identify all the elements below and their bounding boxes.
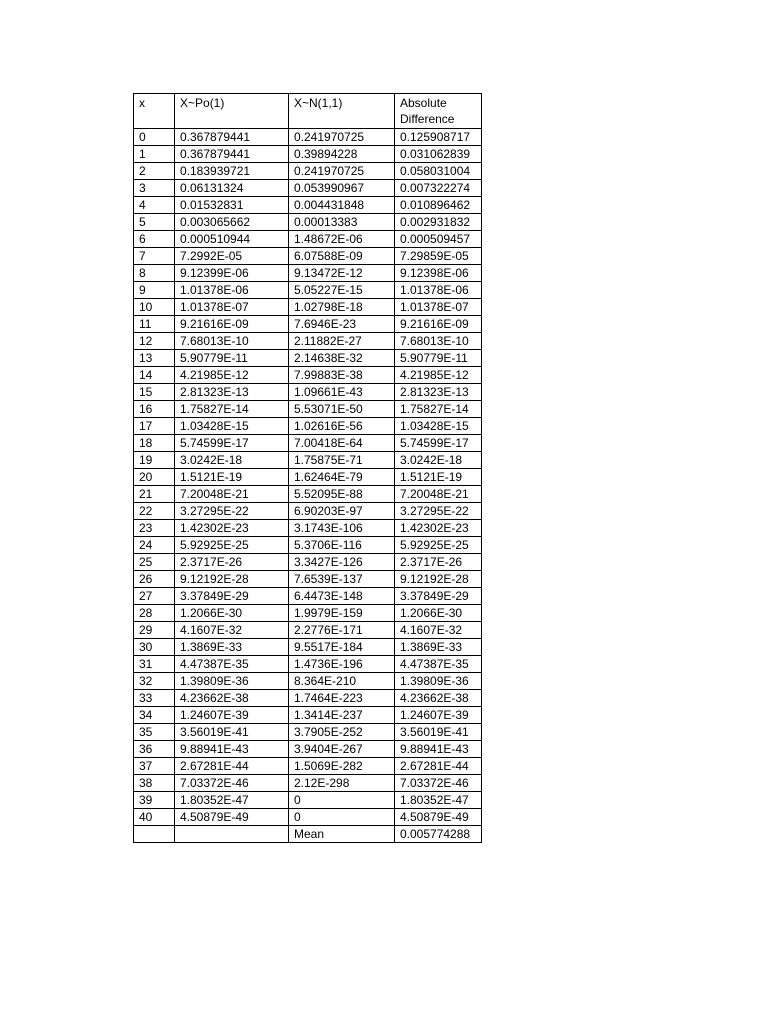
cell-normal: 1.4736E-196 — [289, 656, 395, 673]
cell-poisson: 4.23662E-38 — [175, 690, 289, 707]
cell-poisson: 5.74599E-17 — [175, 435, 289, 452]
table-row — [134, 384, 482, 401]
cell-poisson: 0.367879441 — [175, 129, 289, 146]
cell-x: 4 — [134, 197, 175, 214]
cell-normal: 7.99883E-38 — [289, 367, 395, 384]
footer-row — [134, 826, 482, 843]
cell-poisson: 9.21616E-09 — [175, 316, 289, 333]
cell-absolute-difference: 9.12398E-06 — [395, 265, 482, 282]
cell-x: 8 — [134, 265, 175, 282]
cell-poisson: 1.3869E-33 — [175, 639, 289, 656]
cell-x: 11 — [134, 316, 175, 333]
cell-x: 21 — [134, 486, 175, 503]
table-row — [134, 622, 482, 639]
table-row — [134, 741, 482, 758]
table-row — [134, 231, 482, 248]
cell-x: 12 — [134, 333, 175, 350]
cell-normal: 0 — [289, 792, 395, 809]
cell-absolute-difference: 3.56019E-41 — [395, 724, 482, 741]
cell-normal: 3.3427E-126 — [289, 554, 395, 571]
cell-normal: 3.1743E-106 — [289, 520, 395, 537]
cell-normal: 2.11882E-27 — [289, 333, 395, 350]
cell-normal: 9.13472E-12 — [289, 265, 395, 282]
cell-x: 35 — [134, 724, 175, 741]
mean-value: 0.005774288 — [395, 826, 482, 843]
table-row — [134, 180, 482, 197]
table-row — [134, 214, 482, 231]
cell-absolute-difference: 7.29859E-05 — [395, 248, 482, 265]
cell-poisson: 3.0242E-18 — [175, 452, 289, 469]
table-row — [134, 724, 482, 741]
cell-normal: 3.9404E-267 — [289, 741, 395, 758]
cell-normal: 1.75875E-71 — [289, 452, 395, 469]
cell-x: 37 — [134, 758, 175, 775]
cell-normal: 2.2776E-171 — [289, 622, 395, 639]
header-cell-poisson: X~Po(1) — [175, 94, 289, 129]
cell-absolute-difference: 9.12192E-28 — [395, 571, 482, 588]
cell-absolute-difference: 4.1607E-32 — [395, 622, 482, 639]
cell-poisson: 4.1607E-32 — [175, 622, 289, 639]
cell-x: 5 — [134, 214, 175, 231]
table-row — [134, 146, 482, 163]
table-row — [134, 537, 482, 554]
cell-absolute-difference: 0.007322274 — [395, 180, 482, 197]
cell-poisson: 4.50879E-49 — [175, 809, 289, 826]
cell-poisson: 0.000510944 — [175, 231, 289, 248]
table-row — [134, 554, 482, 571]
header-row — [134, 94, 482, 129]
cell-absolute-difference: 1.2066E-30 — [395, 605, 482, 622]
cell-poisson: 9.12399E-06 — [175, 265, 289, 282]
cell-absolute-difference: 0.002931832 — [395, 214, 482, 231]
cell-absolute-difference: 3.0242E-18 — [395, 452, 482, 469]
table-row — [134, 282, 482, 299]
cell-poisson: 0.06131324 — [175, 180, 289, 197]
header-cell-normal: X~N(1,1) — [289, 94, 395, 129]
cell-x: 31 — [134, 656, 175, 673]
table-row — [134, 197, 482, 214]
cell-absolute-difference: 0.125908717 — [395, 129, 482, 146]
table-row — [134, 792, 482, 809]
cell-normal: 0.241970725 — [289, 163, 395, 180]
cell-absolute-difference: 7.03372E-46 — [395, 775, 482, 792]
cell-absolute-difference: 1.42302E-23 — [395, 520, 482, 537]
cell-x: 19 — [134, 452, 175, 469]
cell-poisson: 1.42302E-23 — [175, 520, 289, 537]
cell-x: 18 — [134, 435, 175, 452]
cell-poisson: 0.183939721 — [175, 163, 289, 180]
cell-absolute-difference: 2.81323E-13 — [395, 384, 482, 401]
cell-absolute-difference: 7.20048E-21 — [395, 486, 482, 503]
table-row — [134, 129, 482, 146]
cell-normal: 1.7464E-223 — [289, 690, 395, 707]
table-row — [134, 503, 482, 520]
table-row — [134, 163, 482, 180]
cell-x: 6 — [134, 231, 175, 248]
table-row — [134, 418, 482, 435]
cell-poisson: 3.37849E-29 — [175, 588, 289, 605]
table-row — [134, 469, 482, 486]
cell-poisson: 0.367879441 — [175, 146, 289, 163]
cell-absolute-difference: 9.88941E-43 — [395, 741, 482, 758]
cell-normal: 0.004431848 — [289, 197, 395, 214]
cell-x: 0 — [134, 129, 175, 146]
cell-poisson: 1.2066E-30 — [175, 605, 289, 622]
data-table — [133, 93, 482, 843]
cell-normal: 1.02798E-18 — [289, 299, 395, 316]
cell-normal: 0.053990967 — [289, 180, 395, 197]
table-row — [134, 707, 482, 724]
cell-absolute-difference: 1.01378E-07 — [395, 299, 482, 316]
cell-x: 2 — [134, 163, 175, 180]
cell-absolute-difference: 0.000509457 — [395, 231, 482, 248]
cell-poisson: 7.2992E-05 — [175, 248, 289, 265]
cell-x: 13 — [134, 350, 175, 367]
cell-poisson: 1.5121E-19 — [175, 469, 289, 486]
cell-poisson: 3.56019E-41 — [175, 724, 289, 741]
cell-poisson: 1.01378E-06 — [175, 282, 289, 299]
mean-label: Mean — [289, 826, 395, 843]
table-row — [134, 350, 482, 367]
cell-absolute-difference: 5.90779E-11 — [395, 350, 482, 367]
cell-absolute-difference: 0.010896462 — [395, 197, 482, 214]
table-row — [134, 265, 482, 282]
footer-empty-cell — [175, 826, 289, 843]
table-row — [134, 452, 482, 469]
cell-normal: 7.00418E-64 — [289, 435, 395, 452]
cell-normal: 5.53071E-50 — [289, 401, 395, 418]
cell-x: 7 — [134, 248, 175, 265]
cell-absolute-difference: 1.24607E-39 — [395, 707, 482, 724]
cell-poisson: 0.01532831 — [175, 197, 289, 214]
cell-absolute-difference: 3.37849E-29 — [395, 588, 482, 605]
cell-normal: 1.9979E-159 — [289, 605, 395, 622]
cell-x: 15 — [134, 384, 175, 401]
cell-poisson: 9.12192E-28 — [175, 571, 289, 588]
cell-normal: 0 — [289, 809, 395, 826]
cell-normal: 7.6539E-137 — [289, 571, 395, 588]
cell-x: 10 — [134, 299, 175, 316]
cell-poisson: 4.47387E-35 — [175, 656, 289, 673]
table-row — [134, 639, 482, 656]
table-row — [134, 758, 482, 775]
cell-poisson: 7.03372E-46 — [175, 775, 289, 792]
table-row — [134, 401, 482, 418]
cell-normal: 0.00013383 — [289, 214, 395, 231]
cell-normal: 2.14638E-32 — [289, 350, 395, 367]
cell-x: 1 — [134, 146, 175, 163]
cell-absolute-difference: 5.92925E-25 — [395, 537, 482, 554]
cell-normal: 0.39894228 — [289, 146, 395, 163]
cell-poisson: 0.003065662 — [175, 214, 289, 231]
cell-absolute-difference: 4.50879E-49 — [395, 809, 482, 826]
cell-x: 27 — [134, 588, 175, 605]
cell-x: 34 — [134, 707, 175, 724]
table-row — [134, 486, 482, 503]
cell-absolute-difference: 5.74599E-17 — [395, 435, 482, 452]
cell-x: 28 — [134, 605, 175, 622]
cell-poisson: 7.20048E-21 — [175, 486, 289, 503]
cell-x: 14 — [134, 367, 175, 384]
cell-normal: 5.05227E-15 — [289, 282, 395, 299]
cell-poisson: 9.88941E-43 — [175, 741, 289, 758]
cell-normal: 6.90203E-97 — [289, 503, 395, 520]
cell-normal: 0.241970725 — [289, 129, 395, 146]
cell-normal: 1.5069E-282 — [289, 758, 395, 775]
cell-normal: 6.4473E-148 — [289, 588, 395, 605]
cell-x: 30 — [134, 639, 175, 656]
cell-poisson: 2.3717E-26 — [175, 554, 289, 571]
cell-poisson: 4.21985E-12 — [175, 367, 289, 384]
cell-poisson: 1.39809E-36 — [175, 673, 289, 690]
cell-x: 25 — [134, 554, 175, 571]
cell-x: 23 — [134, 520, 175, 537]
cell-absolute-difference: 2.67281E-44 — [395, 758, 482, 775]
table-row — [134, 775, 482, 792]
header-cell-absolute-difference: Absolute Difference — [395, 94, 482, 129]
cell-absolute-difference: 1.3869E-33 — [395, 639, 482, 656]
footer-empty-cell — [134, 826, 175, 843]
header-cell-x: x — [134, 94, 175, 129]
cell-absolute-difference: 7.68013E-10 — [395, 333, 482, 350]
cell-x: 36 — [134, 741, 175, 758]
cell-x: 32 — [134, 673, 175, 690]
cell-poisson: 1.03428E-15 — [175, 418, 289, 435]
cell-normal: 1.48672E-06 — [289, 231, 395, 248]
cell-x: 22 — [134, 503, 175, 520]
cell-absolute-difference: 1.5121E-19 — [395, 469, 482, 486]
cell-absolute-difference: 3.27295E-22 — [395, 503, 482, 520]
table-row — [134, 367, 482, 384]
cell-normal: 1.02616E-56 — [289, 418, 395, 435]
cell-normal: 9.5517E-184 — [289, 639, 395, 656]
table-body — [134, 94, 482, 843]
cell-poisson: 5.92925E-25 — [175, 537, 289, 554]
cell-absolute-difference: 4.21985E-12 — [395, 367, 482, 384]
cell-x: 29 — [134, 622, 175, 639]
cell-normal: 1.62464E-79 — [289, 469, 395, 486]
cell-absolute-difference: 9.21616E-09 — [395, 316, 482, 333]
cell-absolute-difference: 0.031062839 — [395, 146, 482, 163]
table-row — [134, 316, 482, 333]
cell-x: 20 — [134, 469, 175, 486]
cell-absolute-difference: 1.75827E-14 — [395, 401, 482, 418]
cell-poisson: 5.90779E-11 — [175, 350, 289, 367]
cell-poisson: 1.24607E-39 — [175, 707, 289, 724]
cell-absolute-difference: 1.01378E-06 — [395, 282, 482, 299]
table-row — [134, 809, 482, 826]
cell-x: 17 — [134, 418, 175, 435]
table-row — [134, 673, 482, 690]
cell-normal: 8.364E-210 — [289, 673, 395, 690]
table-row — [134, 605, 482, 622]
cell-x: 24 — [134, 537, 175, 554]
cell-normal: 5.3706E-116 — [289, 537, 395, 554]
cell-normal: 3.7905E-252 — [289, 724, 395, 741]
table-row — [134, 248, 482, 265]
cell-normal: 1.3414E-237 — [289, 707, 395, 724]
cell-absolute-difference: 4.47387E-35 — [395, 656, 482, 673]
cell-poisson: 2.81323E-13 — [175, 384, 289, 401]
table-row — [134, 435, 482, 452]
cell-normal: 5.52095E-88 — [289, 486, 395, 503]
table-row — [134, 299, 482, 316]
cell-x: 26 — [134, 571, 175, 588]
cell-normal: 1.09661E-43 — [289, 384, 395, 401]
table-row — [134, 588, 482, 605]
table-row — [134, 690, 482, 707]
cell-x: 9 — [134, 282, 175, 299]
table-row — [134, 656, 482, 673]
cell-absolute-difference: 2.3717E-26 — [395, 554, 482, 571]
cell-absolute-difference: 1.80352E-47 — [395, 792, 482, 809]
cell-poisson: 1.75827E-14 — [175, 401, 289, 418]
cell-x: 38 — [134, 775, 175, 792]
table-row — [134, 571, 482, 588]
cell-x: 16 — [134, 401, 175, 418]
cell-absolute-difference: 1.39809E-36 — [395, 673, 482, 690]
cell-poisson: 2.67281E-44 — [175, 758, 289, 775]
table-row — [134, 333, 482, 350]
table-row — [134, 520, 482, 537]
cell-poisson: 7.68013E-10 — [175, 333, 289, 350]
cell-poisson: 1.01378E-07 — [175, 299, 289, 316]
cell-x: 40 — [134, 809, 175, 826]
cell-absolute-difference: 1.03428E-15 — [395, 418, 482, 435]
cell-x: 3 — [134, 180, 175, 197]
cell-absolute-difference: 4.23662E-38 — [395, 690, 482, 707]
cell-poisson: 1.80352E-47 — [175, 792, 289, 809]
cell-absolute-difference: 0.058031004 — [395, 163, 482, 180]
cell-normal: 6.07588E-09 — [289, 248, 395, 265]
cell-x: 33 — [134, 690, 175, 707]
cell-normal: 7.6946E-23 — [289, 316, 395, 333]
cell-poisson: 3.27295E-22 — [175, 503, 289, 520]
cell-normal: 2.12E-298 — [289, 775, 395, 792]
cell-x: 39 — [134, 792, 175, 809]
